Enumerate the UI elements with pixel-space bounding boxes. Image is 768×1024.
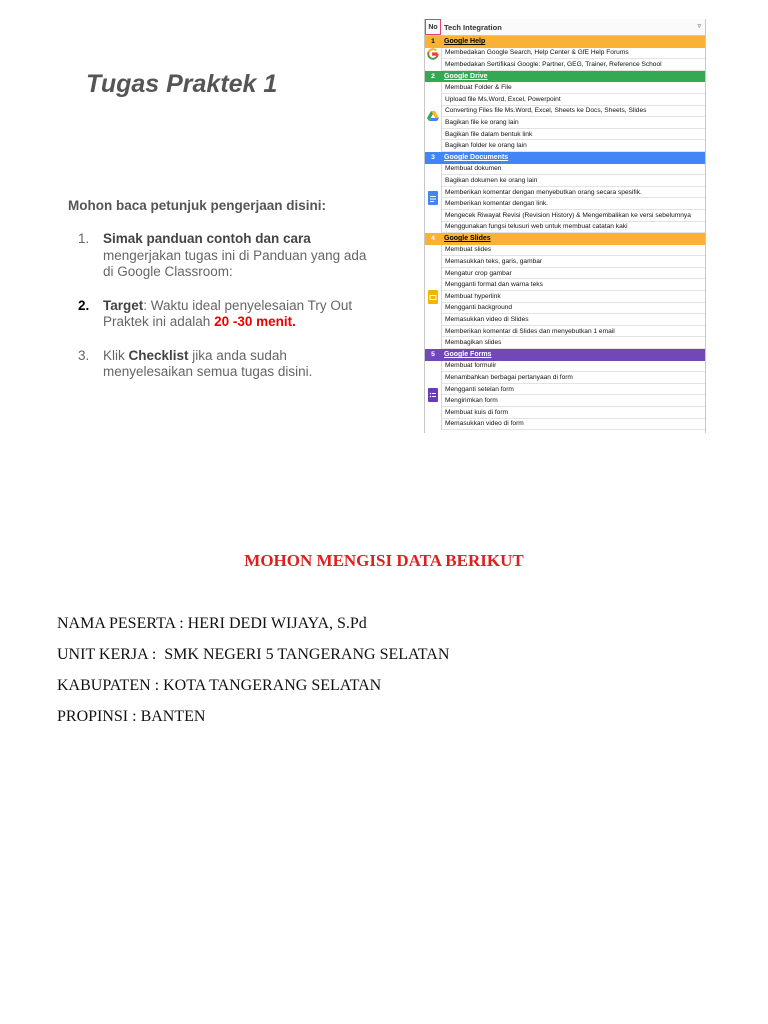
section-icon-cell <box>425 48 442 71</box>
header-no: No <box>425 19 441 35</box>
table-row: Memasukkan video di form <box>442 419 705 431</box>
step-3-number: 3. <box>78 347 90 363</box>
step-2-bold: Target <box>103 297 144 313</box>
table-row: Bagikan dokumen ke orang lain <box>442 175 705 187</box>
step-3-text: jika anda sudah menyelesaikan semua tugas disini. <box>103 347 313 379</box>
table-row: Bagikan file ke orang lain <box>442 117 705 129</box>
google-docs-icon <box>427 191 439 203</box>
google-drive-icon <box>427 110 439 122</box>
section-items <box>425 82 705 152</box>
table-row: Membuat Folder & File <box>442 82 705 94</box>
participant-data <box>57 615 449 739</box>
section-icon-cell <box>425 82 442 152</box>
table-row: Menambahkan berbagai pertanyaan di form <box>442 372 705 384</box>
field-propinsi: PROPINSI : BANTEN <box>57 708 206 725</box>
step-2-text: : Waktu ideal penyelesaian Try Out Praktek ini adalah <box>103 297 353 329</box>
section-number: 4 <box>431 235 435 243</box>
field-nama-peserta: NAMA PESERTA : HERI DEDI WIJAYA, S.Pd <box>57 615 367 632</box>
step-3-pre: Klik <box>103 347 129 363</box>
table-row: Memberikan komentar di Slides dan menyebutkan 1 email <box>442 326 705 338</box>
step-3-bold: Checklist <box>128 347 189 363</box>
table-row: Mengecek Riwayat Revisi (Revision History) & Mengembalikan ke versi sebelumnya <box>442 210 705 222</box>
field-unit-kerja: UNIT KERJA : SMK NEGERI 5 TANGERANG SELATAN <box>57 646 450 663</box>
table-row: Converting Files file Ms.Word, Excel, Sheets ke Docs, Sheets, Slides <box>442 106 705 118</box>
section-title: Google Drive <box>444 73 488 81</box>
filter-dropdown-icon[interactable]: ▿ <box>697 23 701 30</box>
table-row: Membuat slides <box>442 245 705 257</box>
section-header-row <box>425 233 705 245</box>
table-row: Mengganti format dan warna teks <box>442 279 705 291</box>
section-number: 3 <box>431 154 435 162</box>
table-row: Bagikan file dalam bentuk link <box>442 129 705 141</box>
section-items <box>425 48 705 71</box>
table-row: Menggunakan fungsi telusuri web untuk membuat catatan kaki <box>442 222 705 234</box>
table-body <box>425 36 705 430</box>
table-row: Mengirimkan form <box>442 395 705 407</box>
table-row: Membuat hyperlink <box>442 291 705 303</box>
section-icon-cell <box>425 164 442 234</box>
step-3 <box>78 348 368 381</box>
table-row: Membuat kuis di form <box>442 407 705 419</box>
slide-title: Tugas Praktek 1 <box>86 70 278 98</box>
section-header-row <box>425 36 705 48</box>
table-row: Memasukkan teks, garis, gambar <box>442 256 705 268</box>
form-title: MOHON MENGISI DATA BERIKUT <box>244 551 524 570</box>
section-header-row <box>425 71 705 83</box>
section-items <box>425 245 705 349</box>
header-title <box>441 19 705 35</box>
section-title: Google Slides <box>444 235 491 243</box>
header-title-text: Tech Integration <box>444 22 502 32</box>
section-title: Google Documents <box>444 154 509 162</box>
tech-integration-table <box>424 19 706 433</box>
table-row: Memberikan komentar dengan menyebutkan orang secara spesifik. <box>442 187 705 199</box>
step-1 <box>78 231 368 281</box>
section-header-row <box>425 349 705 361</box>
table-row: Membedakan Sertifikasi Google: Partner, GEG, Trainer, Reference School <box>442 59 705 71</box>
table-row: Membagikan slides <box>442 337 705 349</box>
table-row: Membuat dokumen <box>442 164 705 176</box>
google-g-icon <box>427 48 439 60</box>
section-items <box>425 164 705 234</box>
google-forms-icon <box>427 388 439 400</box>
section-icon-cell <box>425 361 442 431</box>
step-2 <box>78 298 368 331</box>
table-row: Bagikan folder ke orang lain <box>442 140 705 152</box>
step-1-number: 1. <box>78 231 90 246</box>
field-kabupaten: KABUPATEN : KOTA TANGERANG SELATAN <box>57 677 382 694</box>
section-header-row <box>425 152 705 164</box>
step-1-bold: Simak panduan contoh dan cara <box>103 231 311 246</box>
table-header <box>425 19 705 36</box>
table-row: Mengatur crop gambar <box>442 268 705 280</box>
section-title: Google Help <box>444 38 486 46</box>
section-icon-cell <box>425 245 442 349</box>
table-row: Mengganti background <box>442 303 705 315</box>
table-row: Upload file Ms.Word, Excel, Powerpoint <box>442 94 705 106</box>
section-number: 1 <box>431 38 435 46</box>
table-row: Membuat formulir <box>442 361 705 373</box>
instructions-heading: Mohon baca petunjuk pengerjaan disini: <box>68 198 327 213</box>
table-row: Membedakan Google Search, Help Center & GfE Help Forums <box>442 48 705 60</box>
table-row: Mengganti setelan form <box>442 384 705 396</box>
section-title: Google Forms <box>444 351 492 359</box>
section-items <box>425 361 705 431</box>
instruction-steps <box>78 231 368 381</box>
step-2-highlight: 20 -30 menit. <box>214 314 296 329</box>
table-row: Memasukkan video di Slides <box>442 314 705 326</box>
google-slides-icon <box>427 290 439 302</box>
section-number: 5 <box>431 351 435 359</box>
step-1-text: mengerjakan tugas ini di Panduan yang ada di Google Classroom: <box>103 247 367 279</box>
section-number: 2 <box>431 73 435 81</box>
step-2-number: 2. <box>78 297 90 313</box>
table-row: Memberikan komentar dengan link. <box>442 198 705 210</box>
